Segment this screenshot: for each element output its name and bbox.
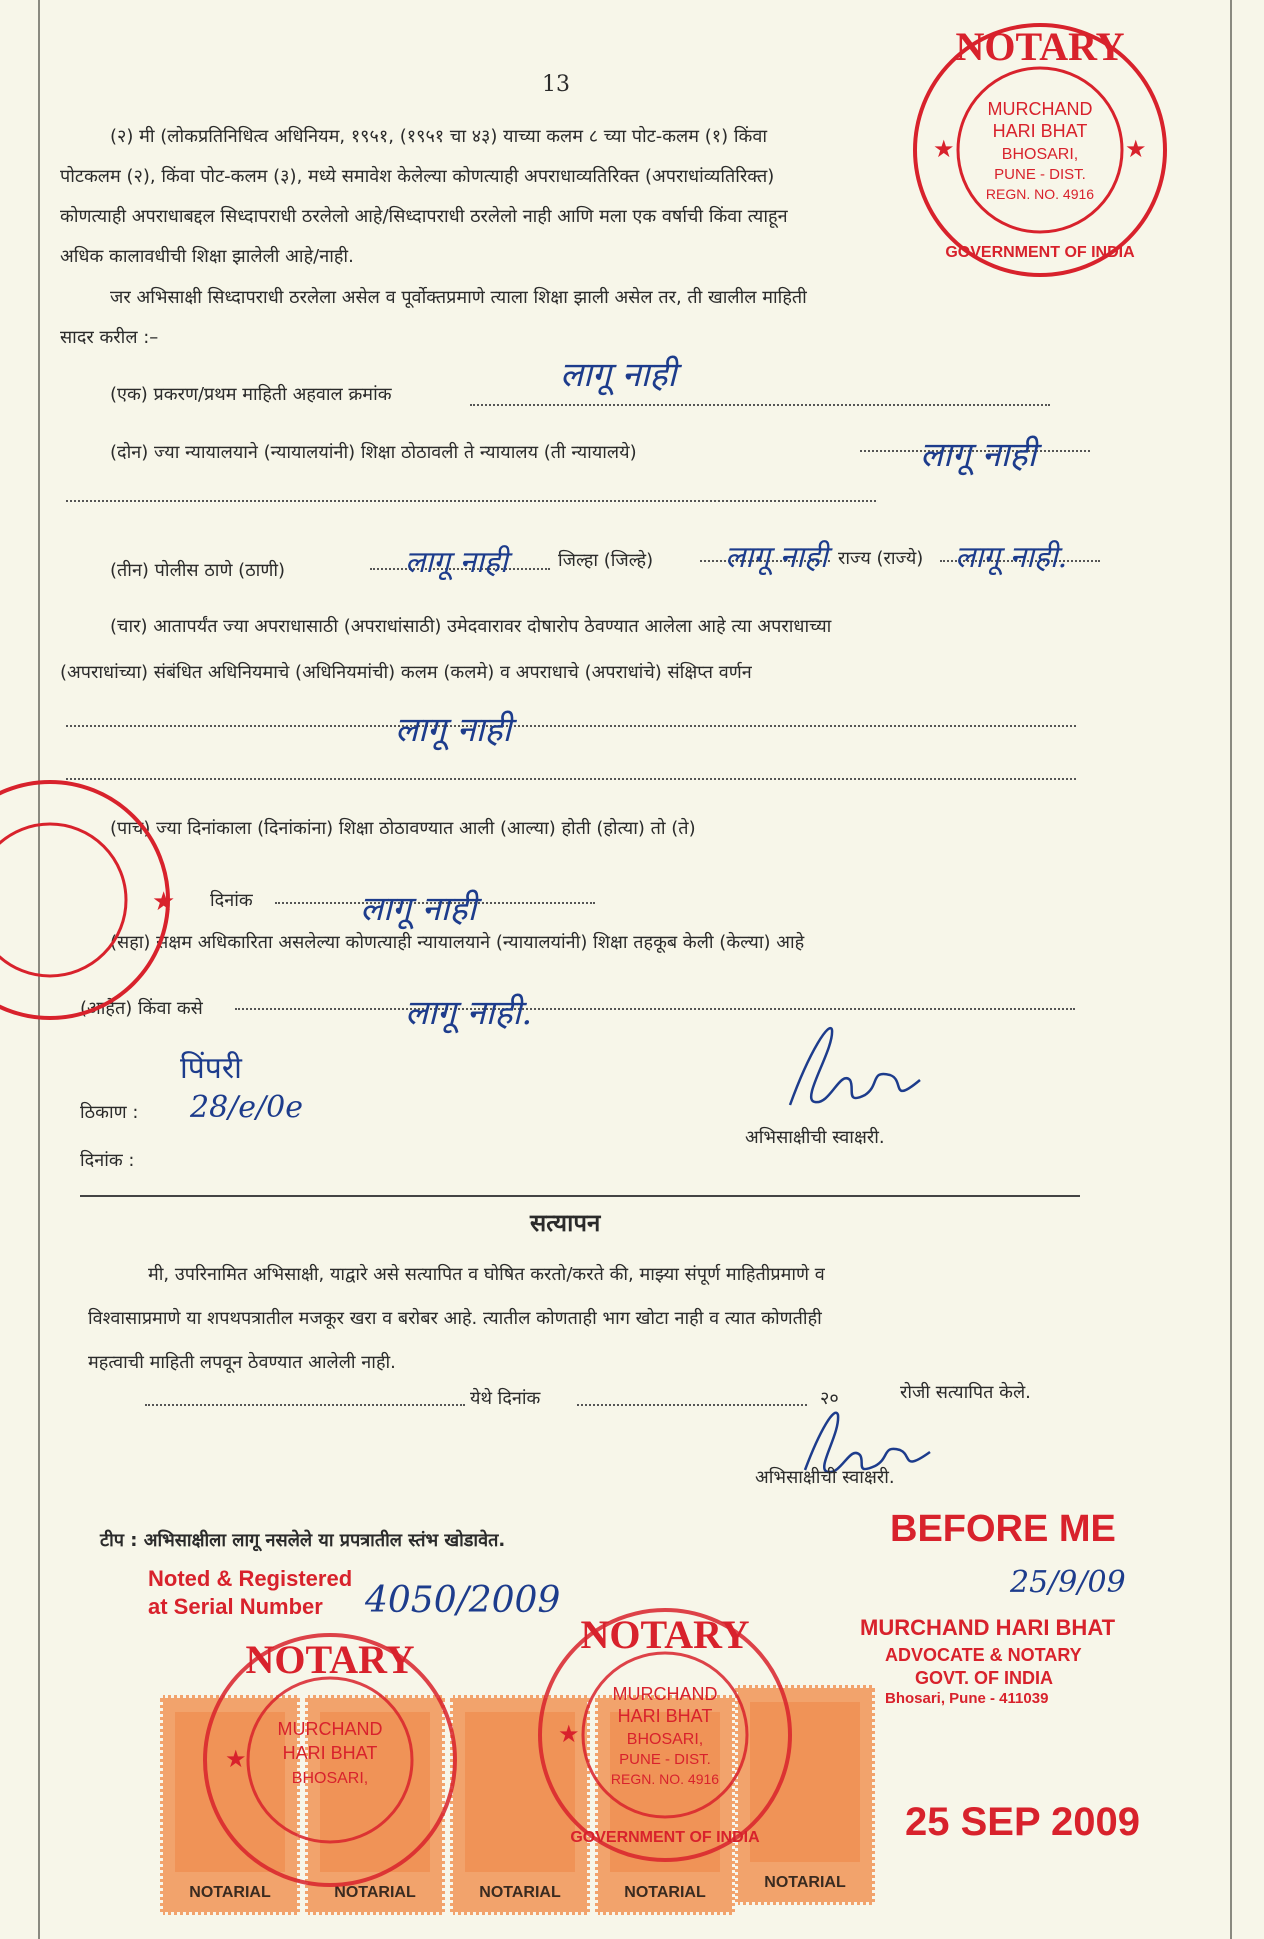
notary-seal-top [905,15,1175,285]
verify-place-dots [145,1404,465,1406]
seal2-line2: HARI BHAT [282,1743,378,1763]
seal2-line3: BHOSARI, [291,1770,369,1787]
seal2-star: ★ [225,1745,247,1773]
date-label: दिनांक [210,890,253,911]
divider-rule [80,1195,1080,1197]
verify-year-prefix: २० [820,1388,839,1409]
notary-seal-bottom-right [530,1600,800,1870]
verification-line2: विश्वासाप्रमाणे या शपथपत्रातील मजकूर खरा व बरोबर आहे. त्यातील कोणताही भाग खोटा नाही व त्यात कोणतीही [88,1308,822,1329]
state-value: लागू नाही. [955,540,1068,575]
item-one-label: (एक) प्रकरण/प्रथम माहिती अहवाल क्रमांक [110,384,392,405]
verification-title: सत्यापन [530,1209,601,1237]
item-four-value: लागू नाही [395,710,512,750]
item-two-label: (दोन) ज्या न्यायालयाने (न्यायालयांनी) शिक्षा ठोठावली ते न्यायालय (ती न्यायालये) [110,442,637,463]
signature-1-label: अभिसाक्षीची स्वाक्षरी. [745,1127,885,1148]
verification-line1: मी, उपरिनामित अभिसाक्षी, याद्वारे असे सत्यापित व घोषित करतो/करते की, माझ्या संपूर्ण माहितीप्रमाणे व [148,1264,825,1285]
seal3-line3: BHOSARI, [626,1731,704,1748]
place-date-written: 28/e/0e [190,1090,303,1125]
intro-line2: सादर करील :– [60,327,159,348]
page-number: 13 [542,72,570,97]
item-three-label: (तीन) पोलीस ठाणे (ठाणी) [110,560,286,581]
verify-place-date-label: येथे दिनांक [470,1388,541,1409]
seal-line3: BHOSARI, [1001,146,1079,163]
stamp-label-3: NOTARIAL [479,1884,561,1901]
seal3-line1: MURCHAND [612,1684,718,1704]
seal-line4: PUNE - DIST. [994,166,1086,183]
seal-line1: MURCHAND [987,99,1093,119]
state-label: राज्य (राज्ये) [838,548,924,569]
item-four-dots-a [66,725,1076,727]
item-six-cont: (आहेत) किंवा कसे [80,998,203,1019]
district-label: जिल्हा (जिल्हे) [558,550,654,571]
item-six-dots [235,1008,1075,1010]
item-four-dots-b [66,778,1076,780]
place-label: ठिकाण : [80,1102,139,1123]
verification-line3: महत्वाची माहिती लपवून ठेवण्यात आलेली नाही. [88,1352,396,1373]
intro-line1: जर अभिसाक्षी सिध्दापराधी ठरलेला असेल व पूर्वोक्तप्रमाणे त्याला शिक्षा झाली असेल तर, ती खालील माहिती [110,287,807,308]
stamp-label-5: NOTARIAL [764,1874,846,1891]
item-two-dots-b [66,500,876,502]
seal2-top-word: NOTARY [245,1637,415,1682]
date-value: लागू नाही [360,889,477,929]
note: टीप : अभिसाक्षीला लागू नसलेले या प्रपत्रातील स्तंभ खोडावेत. [100,1530,506,1551]
seal3-bottom: GOVERNMENT OF INDIA [570,1829,760,1846]
register-line2: at Serial Number [148,1594,323,1619]
seal3-line4: PUNE - DIST. [619,1751,711,1768]
seal-line2: HARI BHAT [992,121,1088,141]
item-one-value: लागू नाही [560,355,677,395]
item-six-value: लागू नाही. [405,993,533,1033]
before-me-heading: BEFORE ME [890,1508,1116,1550]
register-line1: Noted & Registered [148,1566,353,1591]
before-me-line3: GOVT. OF INDIA [915,1668,1054,1688]
before-me-sign-date: 25/9/09 [1010,1565,1126,1600]
seal-left-star: ★ [152,887,176,917]
seal-bottom: GOVERNMENT OF INDIA [945,244,1135,261]
seal-line5: REGN. NO. 4916 [985,186,1095,202]
right-margin-line [1230,0,1232,1939]
signature-2-label: अभिसाक्षीची स्वाक्षरी. [755,1467,895,1488]
verify-verified-label: रोजी सत्यापित केले. [900,1382,1031,1403]
serial-written: 4050/2009 [365,1580,561,1621]
item-four-line2: (अपराधांच्या) संबंधित अधिनियमाचे (अधिनियमांची) कलम (कलमे) व अपराधाचे (अपराधांचे) संक्षिप्त वर्णन [60,662,752,683]
para2-line2: पोटकलम (२), किंवा पोट-कलम (३), मध्ये समावेश केलेल्या कोणत्याही अपराधाव्यतिरिक्त (अपराधांव्यतिरिक्त) [60,166,775,187]
item-five-label: (पाच) ज्या दिनांकाला (दिनांकांना) शिक्षा ठोठावण्यात आली (आल्या) होती (होत्या) तो (ते) [110,818,696,839]
seal2-line1: MURCHAND [277,1719,383,1739]
seal-top-word: NOTARY [955,24,1125,69]
place-written: पिंपरी [180,1051,242,1086]
stamp-label-2: NOTARIAL [334,1884,416,1901]
before-me-line2: ADVOCATE & NOTARY [885,1645,1082,1665]
para2-line4: अधिक कालावधीची शिक्षा झालेली आहे/नाही. [60,246,354,267]
para2-line3: कोणत्याही अपराधाबद्दल सिध्दापराधी ठरलेलो आहे/सिध्दापराधी ठरलेलो नाही आणि मला एक वर्षाची किंवा त्याहून [60,206,788,227]
before-me-line4: Bhosari, Pune - 411039 [885,1690,1049,1707]
seal3-line5: REGN. NO. 4916 [610,1771,720,1787]
item-four-line1: (चार) आतापर्यंत ज्या अपराधासाठी (अपराधांसाठी) उमेदवारावर दोषारोप ठेवण्यात आलेला आहे त्या अपराधाच्या [110,616,832,637]
date-stamp: 25 SEP 2009 [905,1800,1141,1844]
notary-seal-bottom-left [195,1625,465,1895]
before-me-name: MURCHAND HARI BHAT [860,1615,1116,1640]
stamp-label-4: NOTARIAL [624,1884,706,1901]
seal3-star-left: ★ [558,1720,580,1748]
notary-seal-left-partial [0,770,190,1030]
signature-1 [770,1010,940,1120]
item-two-value: लागू नाही [920,435,1037,475]
seal3-line2: HARI BHAT [617,1706,713,1726]
district-value: लागू नाही [725,540,828,575]
seal3-top-word: NOTARY [580,1612,750,1657]
stamp-label-1: NOTARIAL [189,1884,271,1901]
para2-line1: (२) मी (लोकप्रतिनिधित्व अधिनियम, १९५१, (१९५१ चा ४३) याच्या कलम ८ च्या पोट-कलम (१) किंवा [110,126,768,147]
date-block-label: दिनांक : [80,1150,135,1171]
verify-date-dots [577,1404,807,1406]
item-three-value: लागू नाही [405,545,508,580]
item-six-label: (सहा) सक्षम अधिकारिता असलेल्या कोणत्याही न्यायालयाने (न्यायालयांनी) शिक्षा तहकूब केली (केल्या) आहे [110,932,805,953]
item-one-dots [470,404,1050,406]
seal-star-right: ★ [1125,135,1147,163]
seal-star-left: ★ [933,135,955,163]
